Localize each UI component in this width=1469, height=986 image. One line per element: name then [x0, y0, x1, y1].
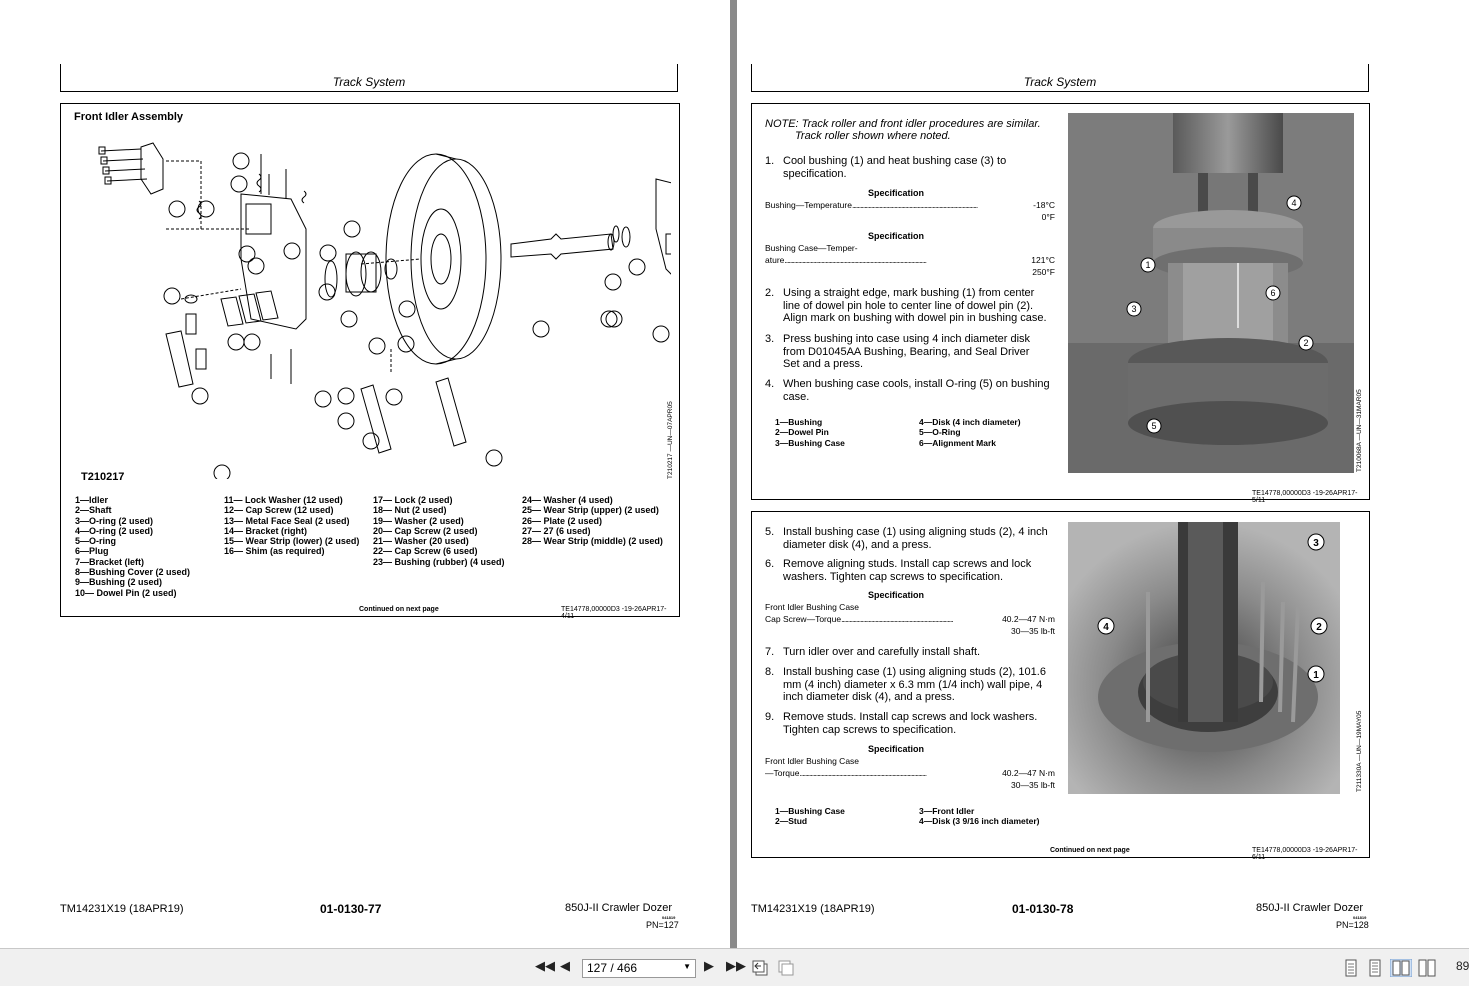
figure-vertical-code: T210217 —UN—07APR05 — [667, 401, 674, 479]
legend-item: 17— Lock (2 used) — [373, 495, 453, 505]
spec-value: -18°C — [1033, 200, 1055, 210]
step-text: Turn idler over and carefully install shaft. — [783, 646, 981, 658]
step-text: washers. Tighten cap screws to specification. — [783, 570, 1004, 583]
step-text: inch diameter disk (4), and a press. — [783, 691, 955, 704]
zoom-value[interactable]: 89 — [1456, 959, 1469, 973]
last-page-icon[interactable]: ▶▶ — [726, 958, 746, 973]
legend-item: 2—Stud — [775, 816, 808, 827]
legend-item: 27— 27 (6 used) — [522, 525, 591, 536]
cap-screws-27 — [99, 147, 147, 184]
single-page-icon[interactable] — [1342, 959, 1360, 977]
callout-5: 5 — [1151, 421, 1157, 431]
step-text: line of dowel pin hole to center line of dowel pin (2). — [783, 299, 1034, 312]
legend-item: 4—Disk (4 inch diameter) — [919, 417, 1021, 427]
legend-item: 2—Shaft — [75, 505, 112, 516]
legend-item: 1—Bushing — [775, 417, 823, 427]
legend-item: 16— Shim (as required) — [224, 546, 325, 557]
spec-label: Cap Screw—Torque — [765, 614, 842, 624]
facing-pages-icon[interactable] — [1390, 959, 1412, 977]
footer-tiny: 041819 — [1353, 915, 1367, 920]
footer-model: 850J-II Crawler Dozer — [565, 902, 672, 914]
callout-1: 1 — [1313, 670, 1319, 681]
callout-numbers — [164, 153, 669, 479]
spec-value: 0°F — [1041, 212, 1055, 222]
legend-item: 25— Wear Strip (upper) (2 used) — [522, 505, 659, 516]
spec-value: 40.2—47 N·m — [1002, 614, 1055, 624]
first-page-icon[interactable]: ◀◀ — [535, 958, 555, 973]
spec-label: Bushing—Temperature — [765, 200, 852, 210]
spec-value: 121°C — [1031, 255, 1055, 265]
viewer-toolbar — [0, 948, 1469, 986]
step-number: 7. — [765, 646, 775, 658]
footer-pn: PN=127 — [646, 920, 679, 930]
legend-item: 4—O-ring (2 used) — [75, 525, 154, 536]
step-number: 6. — [765, 558, 775, 570]
step-text: Tighten cap screws to specification. — [783, 723, 957, 736]
callout-3: 3 — [1313, 538, 1319, 549]
step-text: Set and a press. — [783, 358, 864, 371]
spec-label: —Torque — [765, 768, 800, 778]
step-text: mm (4 inch) diameter x 6.3 mm (1/4 inch) wall pipe, 4 — [783, 678, 1043, 691]
plate-26 — [141, 143, 163, 194]
callout-2: 2 — [1316, 622, 1322, 633]
step-text: Remove aligning studs. Install cap screws and lock — [783, 558, 1032, 570]
prev-page-icon[interactable]: ◀ — [560, 958, 570, 973]
legend-item: 18— Nut (2 used) — [373, 505, 447, 516]
legend-item: 3—Front Idler — [919, 806, 975, 816]
footer-page-number: 01-0130-77 — [320, 902, 382, 916]
legend-item: 1—Idler — [75, 495, 109, 505]
step-number: 5. — [765, 526, 775, 538]
next-page-icon[interactable]: ▶ — [704, 958, 714, 973]
figure-id: T210217 — [81, 471, 125, 483]
step-number: 9. — [765, 711, 775, 723]
step-text: specification. — [783, 167, 847, 180]
step-text: Align mark on bushing with dowel pin in bushing case. — [783, 312, 1047, 325]
spec-label: ature — [765, 255, 785, 265]
footer-tiny: 041819 — [662, 915, 676, 920]
callout-1: 1 — [1145, 260, 1151, 270]
page-header: Track System — [751, 64, 1369, 92]
continued-note: Continued on next page — [1050, 847, 1130, 854]
right-page — [737, 0, 1469, 948]
spec-title: Specification — [868, 744, 925, 754]
legend-item: 13— Metal Face Seal (2 used) — [224, 515, 350, 526]
procedure-box-2 — [751, 511, 1370, 861]
step-number: 8. — [765, 666, 775, 678]
step-text: Remove studs. Install cap screws and lock washers. — [783, 711, 1038, 723]
bushing-photo — [1068, 113, 1354, 473]
step-text: When bushing case cools, install O-ring (5) on bushing — [783, 378, 1050, 390]
photo-code: T211330A —UN—19MAY05 — [1356, 710, 1363, 792]
step-text: Install bushing case (1) using aligning studs (2), 101.6 — [783, 666, 1046, 678]
callout-4: 4 — [1291, 198, 1297, 208]
photo-legend-b — [919, 806, 1039, 827]
section-title: Front Idler Assembly — [74, 111, 184, 123]
continuous-facing-icon[interactable] — [1418, 959, 1436, 977]
callout-2: 2 — [1303, 338, 1309, 348]
step-text: Press bushing into case using 4 inch diameter disk — [783, 333, 1031, 345]
spec-row: Front Idler Bushing Case Cap Screw—Torque.................................................................................. 40.2—47 N·m 30—35 lb-ft — [765, 602, 1055, 636]
legend-item: 28— Wear Strip (middle) (2 used) — [522, 536, 663, 547]
legend-col-4 — [522, 495, 680, 546]
footer-doc-id: TM14231X19 (18APR19) — [751, 903, 875, 915]
legend-col-3 — [373, 495, 523, 567]
previous-view-icon[interactable] — [752, 959, 770, 977]
footer-pn: PN=128 — [1336, 920, 1369, 930]
callout-6: 6 — [1270, 288, 1276, 298]
spec-value: 40.2—47 N·m — [1002, 768, 1055, 778]
doc-code: TE14778,00000D3 -19-26APR17-4/11 — [561, 606, 667, 620]
bushing-case-photo — [1068, 522, 1340, 794]
legend-item: 26— Plate (2 used) — [522, 515, 603, 526]
legend-item: 3—O-ring (2 used) — [75, 515, 154, 526]
step-text: diameter disk (4), and a press. — [783, 538, 932, 551]
doc-code: TE14778,00000D3 -19-26APR17-6/11 — [1252, 847, 1358, 861]
photo-legend-a — [775, 417, 845, 448]
legend-item: 23— Bushing (rubber) (4 used) — [373, 556, 505, 567]
page-header: Track System — [60, 64, 678, 92]
photo-code: T210068A —UN—31MAR05 — [1356, 389, 1363, 472]
callout-3: 3 — [1131, 304, 1137, 314]
step-number: 4. — [765, 378, 775, 390]
step-number: 1. — [765, 155, 775, 167]
bracket-left — [656, 179, 671, 279]
spec-label: Front Idler Bushing Case — [765, 602, 860, 612]
legend-col-1 — [75, 495, 225, 598]
footer-page-number: 01-0130-78 — [1012, 902, 1074, 916]
step-number: 3. — [765, 333, 775, 345]
idler-wheel — [386, 154, 501, 364]
legend-item: 7—Bracket (left) — [75, 556, 145, 567]
legend-item: 24— Washer (4 used) — [522, 495, 613, 505]
legend-item: 3—Bushing Case — [775, 437, 845, 448]
spec-row: Front Idler Bushing Case —Torque............................................................................................. 40.2—47 N·m 30—35 lb-ft — [765, 756, 1055, 790]
legend-item: 6—Alignment Mark — [919, 437, 996, 448]
spec-label: Front Idler Bushing Case — [765, 756, 860, 766]
footer-doc-id: TM14231X19 (18APR19) — [60, 903, 184, 915]
spec-label: Bushing Case—Temper- — [765, 243, 858, 253]
legend-item: 21— Washer (20 used) — [373, 536, 469, 547]
legend-col-2 — [224, 495, 374, 557]
next-view-icon[interactable] — [778, 959, 796, 977]
legend-item: 8—Bushing Cover (2 used) — [75, 567, 191, 578]
legend-item: 6—Plug — [75, 546, 109, 557]
step-text: Using a straight edge, mark bushing (1) from center — [783, 287, 1035, 299]
legend-item: 10— Dowel Pin (2 used) — [75, 587, 177, 598]
left-page — [0, 0, 730, 948]
legend-item: 9—Bushing (2 used) — [75, 577, 163, 588]
footer-model: 850J-II Crawler Dozer — [1256, 902, 1363, 914]
legend-item: 2—Dowel Pin — [775, 427, 829, 438]
doc-code: TE14778,00000D3 -19-26APR17-5/11 — [1252, 490, 1358, 504]
step-number: 2. — [765, 287, 775, 299]
exploded-diagram — [91, 139, 671, 479]
step-text: case. — [783, 390, 810, 403]
note-line-1: NOTE: Track roller and front idler procedures are similar. — [765, 118, 1041, 130]
step-text: from D01045AA Bushing, Bearing, and Seal Driver — [783, 345, 1030, 358]
step-text: Install bushing case (1) using aligning studs (2), 4 inch — [783, 526, 1048, 538]
spec-title: Specification — [868, 231, 925, 241]
spec-row: Bushing Case—Temper- ature........................................................................................................ 121°C 250°F — [765, 243, 1055, 277]
continued-note: Continued on next page — [359, 606, 439, 613]
legend-item: 5—O-ring — [75, 536, 117, 547]
spec-value: 30—35 lb-ft — [1011, 780, 1055, 790]
legend-item: 20— Cap Screw (2 used) — [373, 525, 478, 536]
spec-value: 30—35 lb-ft — [1011, 626, 1055, 636]
legend-item: 11— Lock Washer (12 used) — [224, 495, 343, 505]
shaft — [511, 234, 614, 259]
figure-box — [60, 103, 680, 620]
legend-item: 19— Washer (2 used) — [373, 515, 464, 526]
spec-title: Specification — [868, 188, 925, 198]
legend-item: 5—O-Ring — [919, 427, 961, 438]
spec-title: Specification — [868, 590, 925, 600]
step-text: Cool bushing (1) and heat bushing case (3) to — [783, 155, 1007, 167]
page-number-select[interactable] — [582, 959, 696, 978]
legend-item: 14— Bracket (right) — [224, 525, 308, 536]
legend-item: 22— Cap Screw (6 used) — [373, 546, 478, 557]
photo-legend-a — [775, 806, 845, 827]
legend-item: 12— Cap Screw (12 used) — [224, 505, 334, 516]
procedure-box-1 — [751, 103, 1370, 504]
legend-item: 1—Bushing Case — [775, 806, 845, 816]
legend-item: 15— Wear Strip (lower) (2 used) — [224, 536, 360, 547]
continuous-page-icon[interactable] — [1366, 959, 1384, 977]
spec-value: 250°F — [1032, 267, 1055, 277]
spec-row: Bushing—Temperature............................................................................................ -18°C 0°F — [765, 200, 1055, 222]
callout-4: 4 — [1103, 622, 1109, 633]
chevron-down-icon: ▼ — [683, 962, 691, 971]
note-line-2: Track roller shown where noted. — [795, 130, 951, 142]
legend-item: 4—Disk (3 9/16 inch diameter) — [919, 816, 1040, 827]
page-number-value: 127 / 466 — [587, 961, 638, 975]
photo-legend-b — [919, 417, 1021, 448]
